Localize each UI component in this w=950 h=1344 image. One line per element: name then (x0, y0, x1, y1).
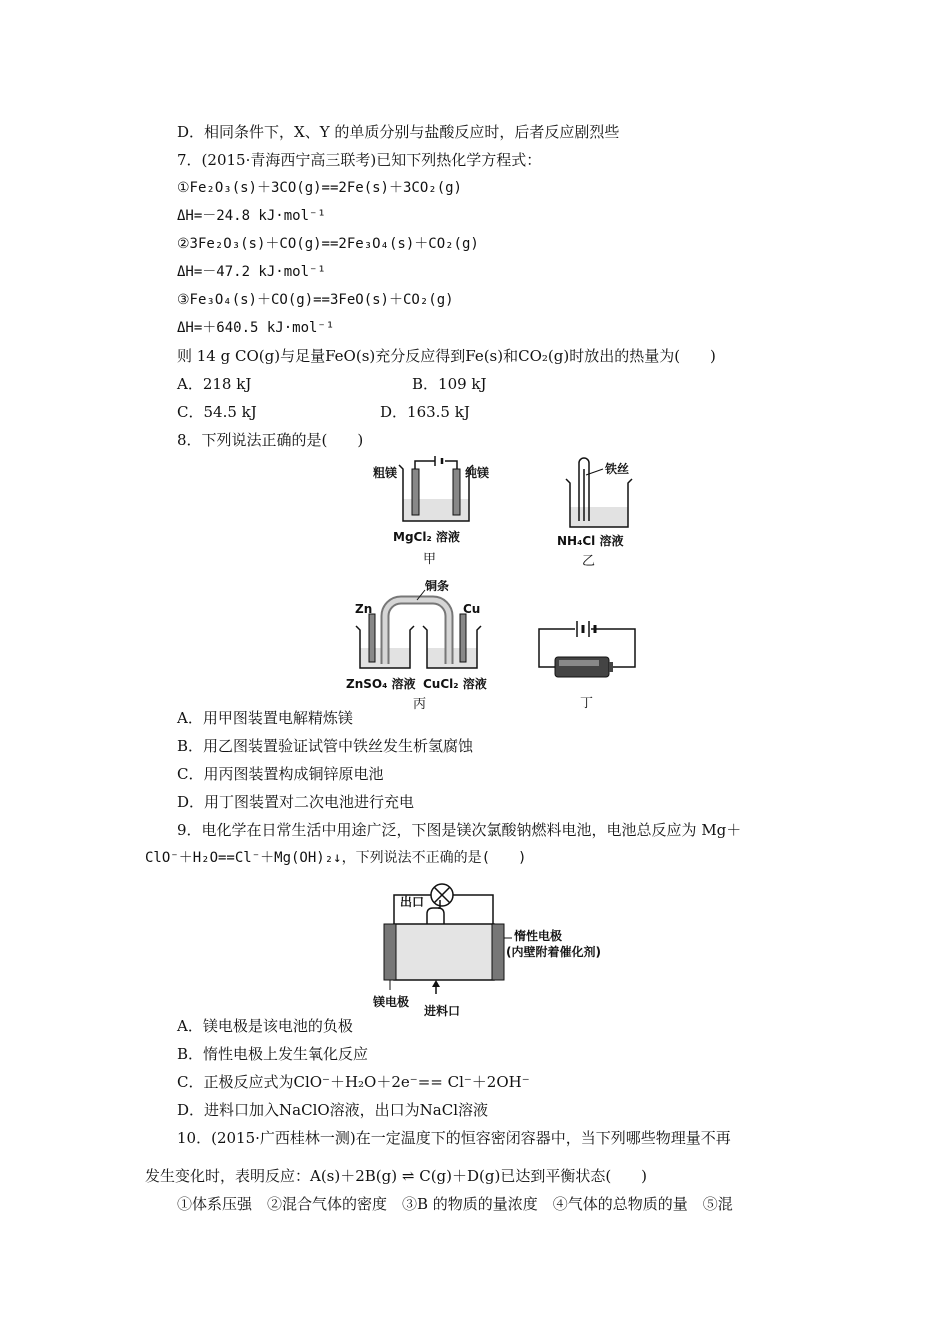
q7-option-d: D．163.5 kJ (380, 403, 470, 421)
yi-solution-label: NH₄Cl 溶液 (557, 534, 624, 548)
q7-equation-3: ③Fe₃O₄(s)＋CO(g)==3FeO(s)＋CO₂(g) (177, 292, 454, 308)
q8-option-b: B．用乙图装置验证试管中铁丝发生析氢腐蚀 (177, 737, 474, 755)
yi-name: 乙 (582, 554, 596, 569)
cell-outlet-label: 出口 (400, 895, 425, 909)
q7-enthalpy-1: ΔH=－24.8 kJ·mol⁻¹ (177, 208, 326, 224)
q8-option-c: C．用丙图装置构成铜锌原电池 (177, 765, 384, 783)
q9-option-a: A．镁电极是该电池的负极 (177, 1017, 353, 1035)
bing-name: 丙 (413, 697, 427, 712)
q7-option-a: A．218 kJ (177, 375, 252, 393)
q7-equation-2: ②3Fe₂O₃(s)＋CO(g)==2Fe₃O₄(s)＋CO₂(g) (177, 236, 479, 252)
q7-option-b: B．109 kJ (412, 375, 487, 393)
q10-stem-line-2: 发生变化时，表明反应：A(s)＋2B(g) ⇌ C(g)＋D(g)已达到平衡状态( ) (145, 1167, 648, 1185)
q7-option-c: C．54.5 kJ (177, 403, 257, 421)
q9-option-b: B．惰性电极上发生氧化反应 (177, 1045, 369, 1063)
q8-figure-yi (545, 455, 655, 570)
q7-question: 则 14 g CO(g)与足量FeO(s)充分反应得到Fe(s)和CO₂(g)时放出的热量为( ) (177, 347, 716, 365)
bing-label-cu: Cu (463, 602, 481, 616)
q9-figure-fuel-cell (372, 870, 632, 1020)
q8-option-a: A．用甲图装置电解精炼镁 (177, 709, 353, 727)
q7-stem: 7．(2015·青海西宁高三联考)已知下列热化学方程式： (177, 151, 542, 169)
bing-label-zn: Zn (355, 602, 373, 616)
jia-name: 甲 (423, 552, 437, 567)
q7-enthalpy-3: ΔH=＋640.5 kJ·mol⁻¹ (177, 320, 335, 336)
q8-figure-ding (535, 615, 645, 715)
q8-stem: 8．下列说法正确的是( ) (177, 431, 364, 449)
q9-stem-line-1: 9．电化学在日常生活中用途广泛，下图是镁次氯酸钠燃料电池，电池总反应为 Mg＋ (177, 821, 742, 839)
cell-inert-electrode-label: 惰性电极 (514, 929, 563, 943)
bing-label-copper-strip: 铜条 (425, 580, 450, 593)
q8-figure-jia (365, 455, 495, 570)
cell-inert-electrode-note: (内壁附着催化剂) (506, 945, 601, 959)
ding-name: 丁 (580, 696, 594, 711)
bing-solution-right: CuCl₂ 溶液 (423, 677, 487, 691)
q10-stem-line-1: 10．(2015·广西桂林一测)在一定温度下的恒容密闭容器中，当下列哪些物理量不再 (177, 1129, 731, 1147)
q7-equation-1: ①Fe₂O₃(s)＋3CO(g)==2Fe(s)＋3CO₂(g) (177, 180, 462, 196)
jia-label-pure-mg: 纯镁 (465, 466, 490, 480)
q9-option-d: D．进料口加入NaClO溶液，出口为NaCl溶液 (177, 1101, 489, 1119)
q8-option-d: D．用丁图装置对二次电池进行充电 (177, 793, 415, 811)
q9-option-c: C．正极反应式为ClO⁻＋H₂O＋2e⁻== Cl⁻＋2OH⁻ (177, 1073, 530, 1091)
jia-solution-label: MgCl₂ 溶液 (393, 530, 460, 544)
q6-option-d: D．相同条件下，X、Y 的单质分别与盐酸反应时，后者反应剧烈些 (177, 123, 620, 141)
q7-enthalpy-2: ΔH=－47.2 kJ·mol⁻¹ (177, 264, 326, 280)
q9-stem-line-2: ClO⁻＋H₂O==Cl⁻＋Mg(OH)₂↓，下列说法不正确的是( ) (145, 850, 527, 866)
jia-label-crude-mg: 粗镁 (373, 466, 398, 480)
bing-solution-left: ZnSO₄ 溶液 (346, 677, 416, 691)
cell-mg-electrode-label: 镁电极 (373, 995, 410, 1009)
q10-items: ①体系压强 ②混合气体的密度 ③B 的物质的量浓度 ④气体的总物质的量 ⑤混 (177, 1195, 733, 1213)
q8-figure-bing (345, 580, 495, 712)
yi-label-iron-wire: 铁丝 (605, 462, 630, 476)
cell-inlet-label: 进料口 (424, 1004, 461, 1018)
